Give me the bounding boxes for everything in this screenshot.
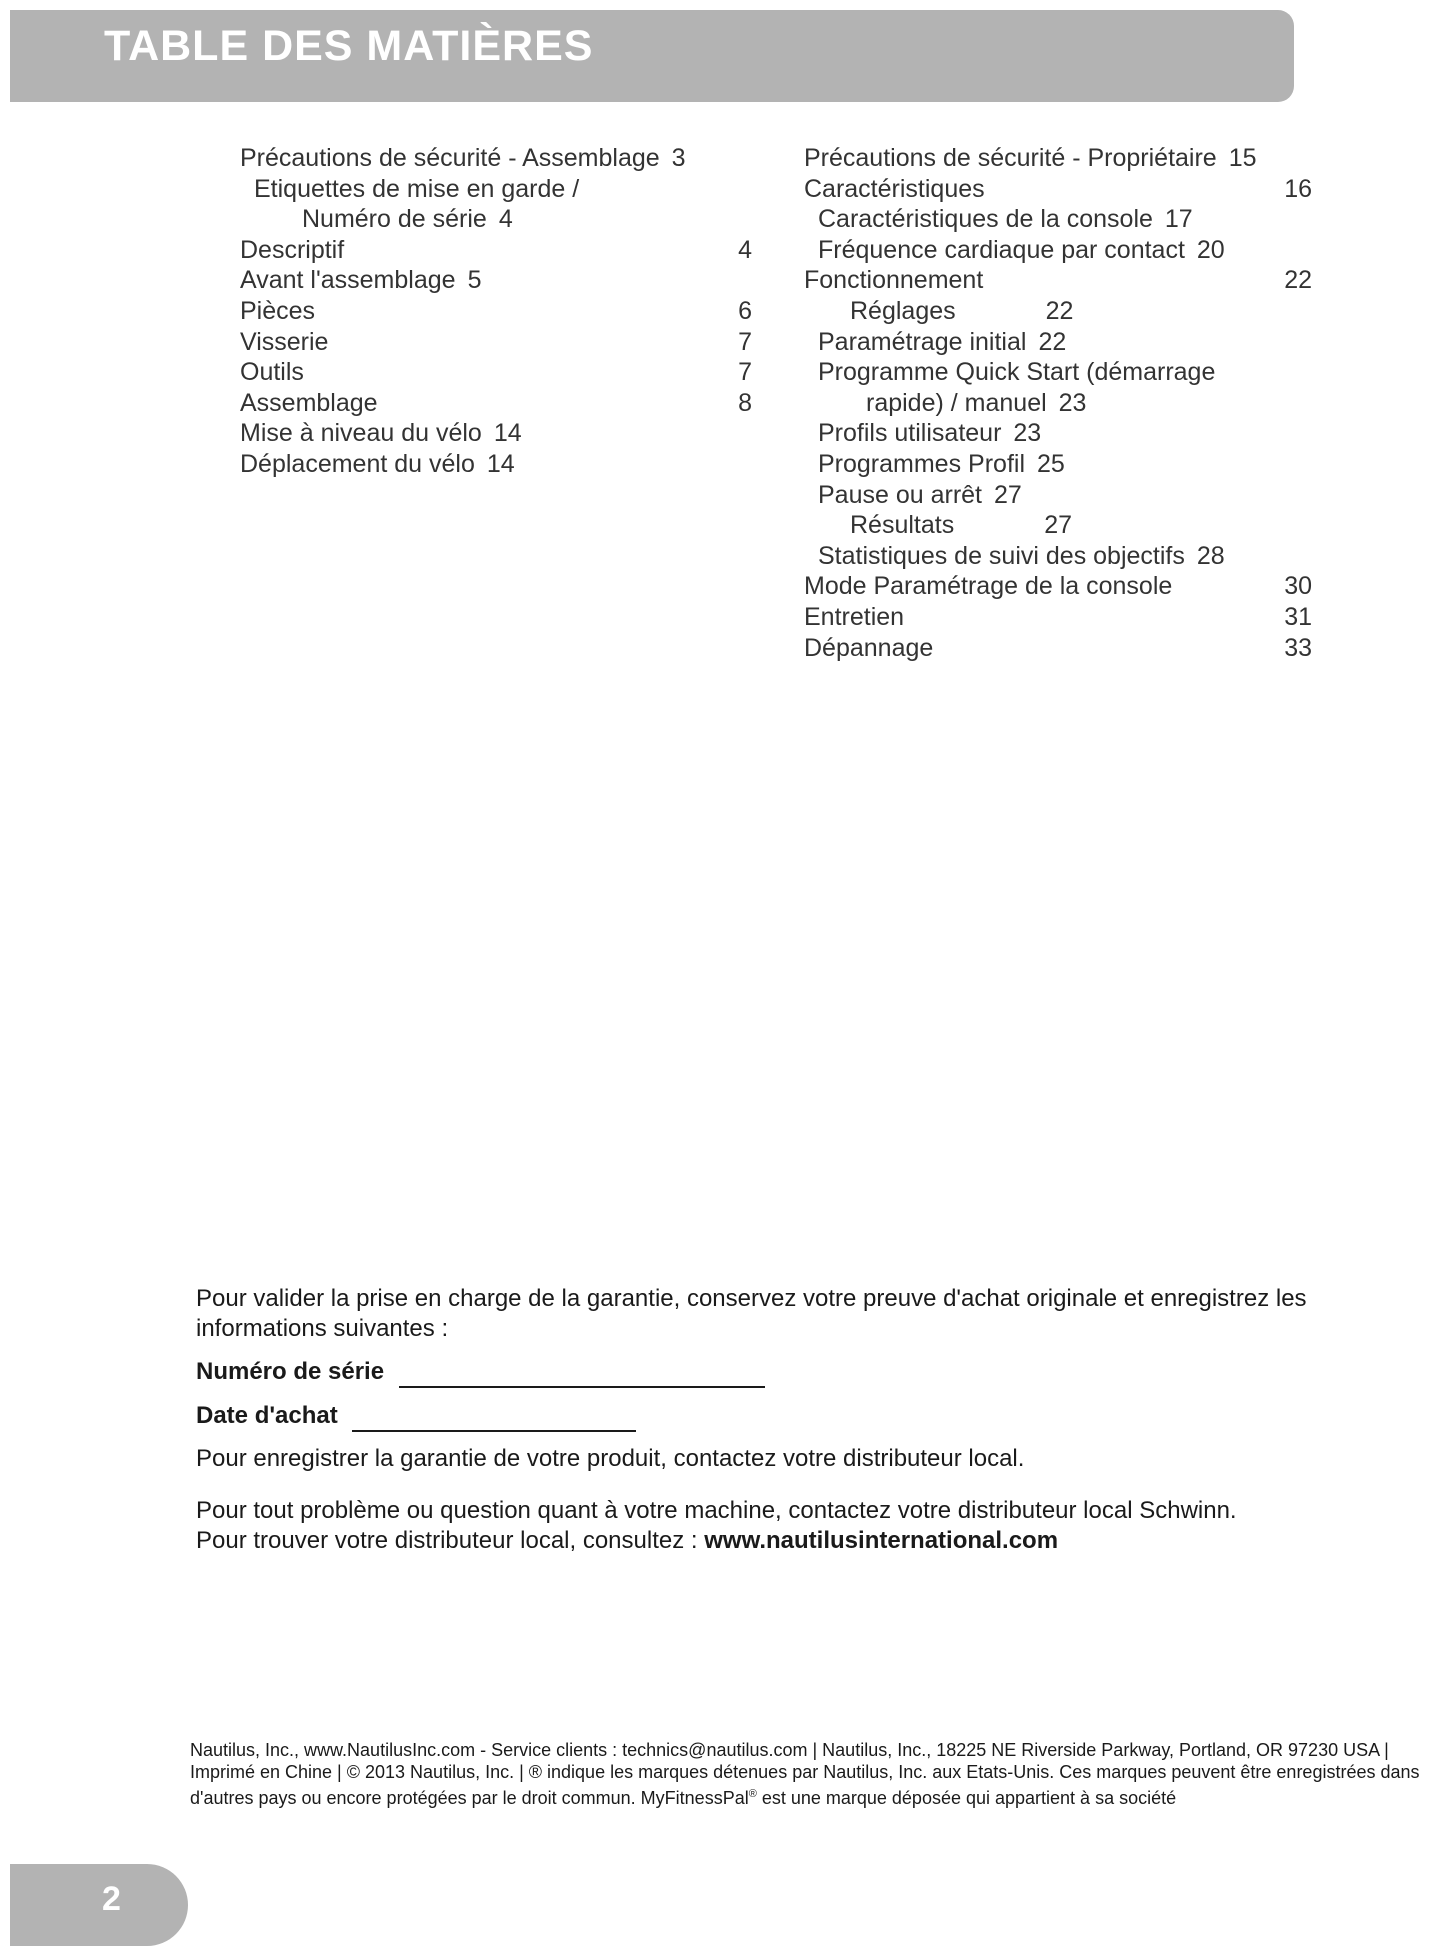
toc-entry-page: 8 bbox=[738, 388, 752, 417]
toc-entry-page: 33 bbox=[1284, 633, 1312, 662]
toc-entry-title: Mise à niveau du vélo bbox=[240, 419, 482, 448]
toc-entry[interactable] bbox=[804, 357, 1312, 388]
page-title: TABLE DES MATIÈRES bbox=[104, 22, 594, 70]
serial-number-field bbox=[196, 1356, 1346, 1388]
toc-entry-page: 30 bbox=[1284, 572, 1312, 601]
purchase-date-field bbox=[196, 1400, 1346, 1432]
toc-entry-page: 6 bbox=[738, 296, 752, 325]
serial-number-blank[interactable] bbox=[399, 1360, 765, 1388]
toc-entry[interactable] bbox=[240, 204, 752, 235]
toc-entry[interactable] bbox=[804, 388, 1312, 419]
toc-entry-page: 31 bbox=[1284, 602, 1312, 631]
warranty-intro: Pour valider la prise en charge de la garantie, conservez votre preuve d'achat originale et enregistrez les informations suivantes : bbox=[196, 1285, 1307, 1342]
toc-entry[interactable] bbox=[804, 418, 1312, 449]
toc-entry-page: 15 bbox=[1228, 144, 1257, 172]
toc-entry-title: Pause ou arrêt bbox=[818, 480, 982, 509]
warranty-contact-text bbox=[196, 1496, 1346, 1556]
page-number: 2 bbox=[102, 1880, 121, 1918]
serial-number-label: Numéro de série bbox=[196, 1358, 385, 1385]
toc-entry-page: 25 bbox=[1037, 449, 1065, 478]
toc-entry[interactable] bbox=[804, 143, 1312, 174]
toc-entry-title: Précautions de sécurité - Propriétaire bbox=[804, 144, 1217, 172]
toc-entry[interactable] bbox=[804, 541, 1312, 572]
warranty-section bbox=[196, 1284, 1346, 1556]
toc-entry-page: 20 bbox=[1196, 235, 1225, 264]
toc-entry-page: 14 bbox=[486, 449, 515, 478]
purchase-date-blank[interactable] bbox=[352, 1404, 636, 1432]
toc-entry-title: Statistiques de suivi des objectifs bbox=[818, 541, 1185, 570]
toc-entry[interactable] bbox=[240, 235, 752, 266]
footer-text-end: est une marque déposée qui appartient à sa société bbox=[756, 1788, 1177, 1808]
toc-entry-title: Fréquence cardiaque par contact bbox=[818, 235, 1185, 264]
toc-entry-page: 28 bbox=[1196, 541, 1225, 570]
toc-entry-page: 27 bbox=[1044, 511, 1073, 540]
toc-entry-title: Mode Paramétrage de la console bbox=[804, 572, 1173, 601]
toc-entry-title: Outils bbox=[240, 358, 304, 387]
toc-entry-title: Profils utilisateur bbox=[818, 419, 1002, 448]
toc-entry-title: Assemblage bbox=[240, 388, 378, 417]
toc-entry[interactable] bbox=[240, 449, 752, 480]
toc-entry-page: 16 bbox=[1284, 174, 1312, 203]
toc-entry[interactable] bbox=[804, 571, 1312, 602]
toc-entry-title: Dépannage bbox=[804, 633, 934, 662]
toc-entry-title: Entretien bbox=[804, 602, 905, 631]
toc-entry-title: Pièces bbox=[240, 296, 316, 325]
toc-entry-page: 17 bbox=[1164, 205, 1193, 234]
toc-entry[interactable] bbox=[240, 327, 752, 358]
registered-mark: ® bbox=[748, 1788, 757, 1800]
toc-entry-page: 27 bbox=[994, 480, 1022, 509]
toc-entry-title: Etiquettes de mise en garde / bbox=[254, 174, 580, 203]
purchase-date-label: Date d'achat bbox=[196, 1402, 338, 1429]
toc-entry-title: Descriptif bbox=[240, 235, 345, 264]
contact-line-2: Pour trouver votre distributeur local, consultez : bbox=[196, 1527, 698, 1554]
page-number-tab bbox=[10, 1864, 188, 1946]
warranty-register-text: Pour enregistrer la garantie de votre produit, contactez votre distributeur local. bbox=[196, 1445, 1025, 1472]
toc-entry-page: 7 bbox=[738, 327, 752, 356]
contact-line-1: Pour tout problème ou question quant à votre machine, contactez votre distributeur local Schwinn. bbox=[196, 1497, 1237, 1524]
toc-entry-page: 22 bbox=[1038, 327, 1067, 356]
footer-text: Nautilus, Inc., www.NautilusInc.com - Service clients : technics@nautilus.com | Nautilus, Inc., 18225 NE Riverside Parkway, Portland, OR 97230 USA | Imprimé en Chine | © 2013 Nautilus, Inc. | ® indique les marques détenues par Nautilus, Inc. aux Etats-Unis. Ces marques peuvent être enregistrées dans d'autres pays ou encore protégées par le droit commun. MyFitnessPal bbox=[190, 1740, 1420, 1808]
toc-entry[interactable] bbox=[804, 602, 1312, 633]
toc-entry[interactable] bbox=[240, 296, 752, 327]
toc-entry-title: Déplacement du vélo bbox=[240, 449, 475, 478]
toc-entry-title: Avant l'assemblage bbox=[240, 266, 456, 295]
toc-entry-page: 4 bbox=[738, 235, 752, 264]
toc-entry-title: Paramétrage initial bbox=[818, 327, 1027, 356]
toc-entry-title: Visserie bbox=[240, 327, 329, 356]
toc-entry-title: Programme Quick Start (démarrage bbox=[818, 358, 1216, 387]
distributor-link[interactable]: www.nautilusinternational.com bbox=[704, 1527, 1059, 1554]
toc-entry-page: 4 bbox=[498, 205, 513, 234]
toc-entry[interactable] bbox=[240, 143, 752, 174]
toc-entry[interactable] bbox=[804, 265, 1312, 296]
toc-entry-page: 14 bbox=[493, 419, 522, 448]
toc-right-column bbox=[804, 143, 1312, 663]
toc-entry[interactable] bbox=[804, 174, 1312, 205]
toc-entry[interactable] bbox=[240, 174, 752, 205]
toc-entry[interactable] bbox=[240, 418, 752, 449]
toc-entry-title: Fonctionnement bbox=[804, 266, 984, 295]
toc-entry-title: Caractéristiques de la console bbox=[818, 205, 1153, 234]
toc-entry[interactable] bbox=[804, 327, 1312, 358]
toc-entry[interactable] bbox=[804, 449, 1312, 480]
toc-entry-page: 7 bbox=[738, 358, 752, 387]
toc-entry-title: Programmes Profil bbox=[818, 449, 1025, 478]
toc-entry[interactable] bbox=[804, 480, 1312, 511]
toc-entry[interactable] bbox=[804, 633, 1312, 664]
toc-entry[interactable] bbox=[804, 235, 1312, 266]
toc-entry[interactable] bbox=[240, 357, 752, 388]
legal-footer bbox=[190, 1739, 1420, 1809]
toc-entry[interactable] bbox=[240, 388, 752, 419]
toc-entry-page: 22 bbox=[1284, 266, 1312, 295]
toc-entry-page: 23 bbox=[1013, 419, 1042, 448]
toc-entry-page: 5 bbox=[467, 266, 482, 295]
toc-entry-title: Numéro de série bbox=[302, 205, 487, 234]
toc-entry-title: Résultats bbox=[850, 511, 955, 540]
toc-entry[interactable] bbox=[804, 296, 1312, 327]
toc-entry-page: 3 bbox=[671, 144, 686, 172]
toc-entry-title: rapide) / manuel bbox=[866, 388, 1047, 417]
toc-entry-page: 22 bbox=[1045, 296, 1074, 325]
toc-entry-page: 23 bbox=[1058, 388, 1087, 417]
toc-entry[interactable] bbox=[804, 204, 1312, 235]
toc-entry-title: Précautions de sécurité - Assemblage bbox=[240, 144, 660, 172]
toc-entry[interactable] bbox=[240, 265, 752, 296]
toc-left-column bbox=[240, 143, 752, 480]
toc-entry-title: Caractéristiques bbox=[804, 174, 985, 203]
toc-entry-title: Réglages bbox=[850, 296, 956, 325]
toc-entry[interactable] bbox=[804, 510, 1312, 541]
